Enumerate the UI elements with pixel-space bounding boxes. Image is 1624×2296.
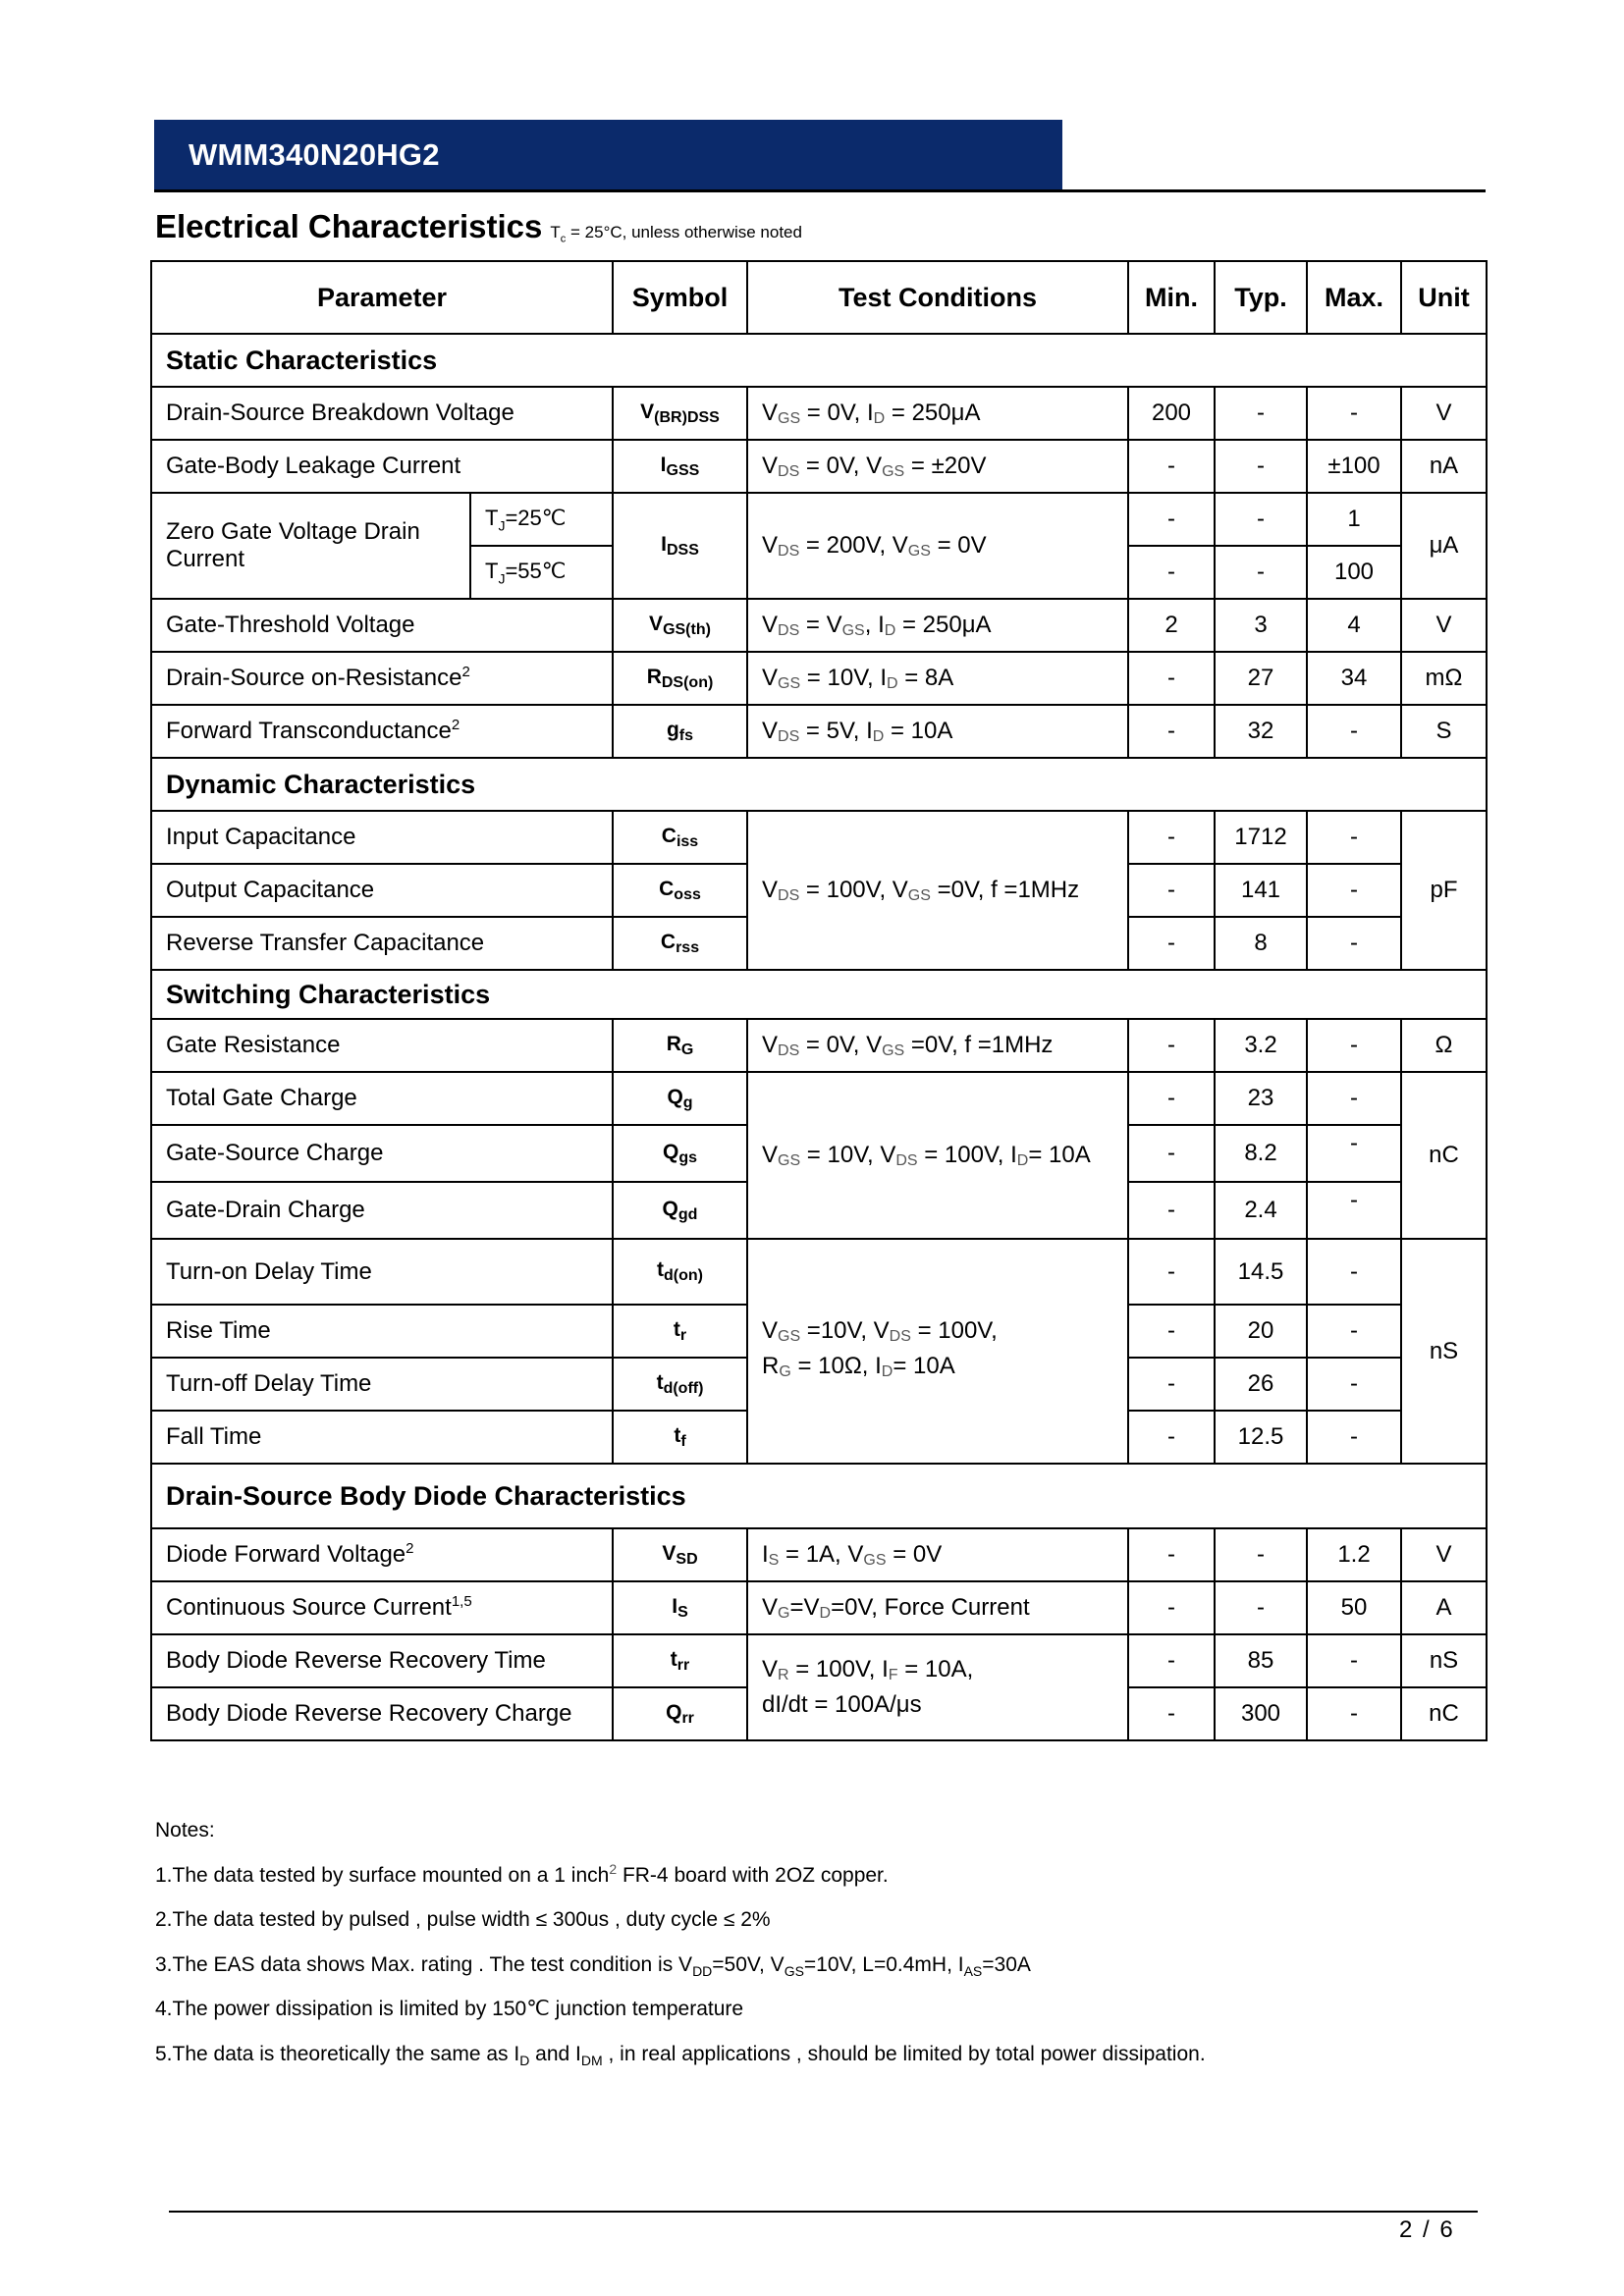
- min-cell: -: [1128, 440, 1215, 493]
- unit-cell: nA: [1401, 440, 1487, 493]
- max-cell: 50: [1307, 1581, 1401, 1634]
- param-cell: Fall Time: [151, 1411, 613, 1464]
- max-cell: -: [1307, 1125, 1401, 1182]
- unit-cell: nS: [1401, 1239, 1487, 1464]
- symbol-cell: $I_S$: [613, 1581, 747, 1634]
- min-cell: -: [1128, 811, 1215, 864]
- min-cell: -: [1128, 1411, 1215, 1464]
- section-heading: Electrical Characteristics: [155, 208, 543, 244]
- min-cell: 2: [1128, 599, 1215, 652]
- col-header-parameter: Parameter: [151, 261, 613, 334]
- condition-cell: $V_G=V_D=0V$, Force Current: [747, 1581, 1128, 1634]
- unit-cell: nS: [1401, 1634, 1487, 1687]
- typ-cell: 3: [1215, 599, 1307, 652]
- symbol-cell: $V_{GS(th)}$: [613, 599, 747, 652]
- symbol-cell: $t_{d(off)}$: [613, 1358, 747, 1411]
- max-cell: -: [1307, 1305, 1401, 1358]
- note-5: 5.The data is theoretically the same as $I_D$ and $I_{DM}$ , in real applications , should be limited by total power dissipation.: [155, 2042, 1206, 2069]
- min-cell: -: [1128, 1072, 1215, 1125]
- min-cell: -: [1128, 1182, 1215, 1239]
- symbol-cell: $I_{GSS}$: [613, 440, 747, 493]
- section-label: Drain-Source Body Diode Characteristics: [151, 1464, 1487, 1528]
- min-cell: -: [1128, 1581, 1215, 1634]
- param-cell: Turn-off Delay Time: [151, 1358, 613, 1411]
- typ-cell: 1712: [1215, 811, 1307, 864]
- typ-cell: 12.5: [1215, 1411, 1307, 1464]
- table-row: [151, 1239, 1487, 1305]
- unit-cell: V: [1401, 1528, 1487, 1581]
- param-cell: Gate-Source Charge: [151, 1125, 613, 1182]
- symbol-cell: $R_{DS(on)}$: [613, 652, 747, 705]
- min-cell: -: [1128, 493, 1215, 546]
- symbol-cell: $t_{rr}$: [613, 1634, 747, 1687]
- table-row: [151, 1072, 1487, 1125]
- max-cell: -: [1307, 1358, 1401, 1411]
- param-cell: Gate Resistance: [151, 1019, 613, 1072]
- tj-condition-cell: $T_J=25℃$: [470, 493, 613, 546]
- symbol-cell: $V_{(BR)DSS}$: [613, 387, 747, 440]
- condition-cell: $V_{DS} = 100V$, $V_{GS} =0V$, f =1MHz: [747, 811, 1128, 970]
- param-cell: Reverse Transfer Capacitance: [151, 917, 613, 970]
- tj-condition-cell: $T_J=55℃$: [470, 546, 613, 599]
- min-cell: 200: [1128, 387, 1215, 440]
- max-cell: 1.2: [1307, 1528, 1401, 1581]
- symbol-cell: $g_{fs}$: [613, 705, 747, 758]
- max-cell: 100: [1307, 546, 1401, 599]
- max-cell: 1: [1307, 493, 1401, 546]
- max-cell: 34: [1307, 652, 1401, 705]
- max-cell: -: [1307, 1239, 1401, 1305]
- max-cell: -: [1307, 811, 1401, 864]
- min-cell: -: [1128, 1687, 1215, 1740]
- param-cell: Total Gate Charge: [151, 1072, 613, 1125]
- typ-cell: -: [1215, 1528, 1307, 1581]
- typ-cell: 141: [1215, 864, 1307, 917]
- condition-cell: $V_R = 100V$, $I_F = 10A$, dI/dt = 100A/μs: [747, 1634, 1128, 1740]
- section-row-switching: [151, 970, 1487, 1019]
- min-cell: -: [1128, 705, 1215, 758]
- param-cell: Forward Transconductance$^2$: [151, 705, 613, 758]
- typ-cell: 27: [1215, 652, 1307, 705]
- typ-cell: 2.4: [1215, 1182, 1307, 1239]
- typ-cell: 14.5: [1215, 1239, 1307, 1305]
- typ-cell: 8: [1215, 917, 1307, 970]
- max-cell: -: [1307, 864, 1401, 917]
- typ-cell: 8.2: [1215, 1125, 1307, 1182]
- table-row: [151, 652, 1487, 705]
- max-cell: 4: [1307, 599, 1401, 652]
- table-row: [151, 1581, 1487, 1634]
- symbol-cell: $Q_{gs}$: [613, 1125, 747, 1182]
- footer-rule: [169, 2211, 1478, 2213]
- table-header-row: [151, 261, 1487, 334]
- param-cell: Diode Forward Voltage$^2$: [151, 1528, 613, 1581]
- condition-cell: $V_{GS} = 10V$, $V_{DS} = 100V$, $I_D= 10A$: [747, 1072, 1128, 1239]
- min-cell: -: [1128, 1528, 1215, 1581]
- header-bar: [154, 120, 1062, 190]
- section-row-diode: [151, 1464, 1487, 1528]
- max-cell: -: [1307, 917, 1401, 970]
- typ-cell: 85: [1215, 1634, 1307, 1687]
- param-cell: Drain-Source Breakdown Voltage: [151, 387, 613, 440]
- max-cell: -: [1307, 387, 1401, 440]
- condition-cell: $V_{GS} = 0V$, $I_D = 250\mu A$: [747, 387, 1128, 440]
- condition-cell: $V_{DS} = 0V$, $V_{GS} =0V$, f =1MHz: [747, 1019, 1128, 1072]
- section-row-dynamic: [151, 758, 1487, 811]
- min-cell: -: [1128, 1019, 1215, 1072]
- table-row: [151, 599, 1487, 652]
- condition-cell: $V_{DS} = 200V$, $V_{GS} = 0V$: [747, 493, 1128, 599]
- min-cell: -: [1128, 1239, 1215, 1305]
- max-cell: ±100: [1307, 440, 1401, 493]
- note-4: 4.The power dissipation is limited by 150℃ junction temperature: [155, 1998, 744, 2021]
- min-cell: -: [1128, 917, 1215, 970]
- symbol-cell: $R_G$: [613, 1019, 747, 1072]
- unit-cell: pF: [1401, 811, 1487, 970]
- section-row-static: [151, 334, 1487, 387]
- symbol-cell: $t_f$: [613, 1411, 747, 1464]
- condition-cell: $V_{DS} = 5V$, $I_D = 10A$: [747, 705, 1128, 758]
- param-cell: Input Capacitance: [151, 811, 613, 864]
- max-cell: -: [1307, 1072, 1401, 1125]
- typ-cell: 300: [1215, 1687, 1307, 1740]
- min-cell: -: [1128, 652, 1215, 705]
- symbol-cell: $t_{d(on)}$: [613, 1239, 747, 1305]
- param-cell: Output Capacitance: [151, 864, 613, 917]
- symbol-cell: $Q_g$: [613, 1072, 747, 1125]
- section-label: Switching Characteristics: [151, 970, 1487, 1019]
- symbol-cell: $C_{iss}$: [613, 811, 747, 864]
- symbol-cell: $C_{oss}$: [613, 864, 747, 917]
- document-title: WMM340N20HG2: [189, 137, 440, 172]
- min-cell: -: [1128, 1125, 1215, 1182]
- notes-block: [155, 1808, 1206, 2077]
- header-rule: [154, 189, 1486, 192]
- col-header-typ: Typ.: [1215, 261, 1307, 334]
- param-cell: Body Diode Reverse Recovery Charge: [151, 1687, 613, 1740]
- unit-cell: V: [1401, 387, 1487, 440]
- symbol-cell: $C_{rss}$: [613, 917, 747, 970]
- param-cell: Gate-Drain Charge: [151, 1182, 613, 1239]
- param-cell: Continuous Source Current$^{1,5}$: [151, 1581, 613, 1634]
- section-title: [155, 208, 802, 245]
- unit-cell: A: [1401, 1581, 1487, 1634]
- max-cell: -: [1307, 1687, 1401, 1740]
- param-cell: Drain-Source on-Resistance$^2$: [151, 652, 613, 705]
- unit-cell: S: [1401, 705, 1487, 758]
- section-label: Static Characteristics: [151, 334, 1487, 387]
- condition-cell: $V_{DS} = 0V$, $V_{GS} = \pm 20V$: [747, 440, 1128, 493]
- max-cell: -: [1307, 1634, 1401, 1687]
- symbol-cell: $I_{DSS}$: [613, 493, 747, 599]
- typ-cell: -: [1215, 440, 1307, 493]
- typ-cell: -: [1215, 546, 1307, 599]
- table-row: [151, 1019, 1487, 1072]
- typ-cell: -: [1215, 1581, 1307, 1634]
- typ-cell: 23: [1215, 1072, 1307, 1125]
- note-1: 1.The data tested by surface mounted on a 1 inch$^2$ FR-4 board with 2OZ copper.: [155, 1860, 889, 1887]
- table-row: [151, 440, 1487, 493]
- param-cell: Zero Gate Voltage Drain Current: [151, 493, 470, 599]
- min-cell: -: [1128, 1634, 1215, 1687]
- symbol-cell: $Q_{rr}$: [613, 1687, 747, 1740]
- typ-cell: 3.2: [1215, 1019, 1307, 1072]
- table-row: [151, 1528, 1487, 1581]
- typ-cell: -: [1215, 387, 1307, 440]
- min-cell: -: [1128, 1305, 1215, 1358]
- condition-cell: $I_S = 1A$, $V_{GS} = 0V$: [747, 1528, 1128, 1581]
- max-cell: -: [1307, 1411, 1401, 1464]
- param-cell: Body Diode Reverse Recovery Time: [151, 1634, 613, 1687]
- min-cell: -: [1128, 864, 1215, 917]
- symbol-cell: $t_r$: [613, 1305, 747, 1358]
- condition-cell: $V_{GS} = 10V$, $I_D = 8A$: [747, 652, 1128, 705]
- param-cell: Turn-on Delay Time: [151, 1239, 613, 1305]
- param-cell: Rise Time: [151, 1305, 613, 1358]
- max-cell: -: [1307, 1019, 1401, 1072]
- min-cell: -: [1128, 1358, 1215, 1411]
- max-cell: -: [1307, 1182, 1401, 1239]
- unit-cell: Ω: [1401, 1019, 1487, 1072]
- col-header-unit: Unit: [1401, 261, 1487, 334]
- section-label: Dynamic Characteristics: [151, 758, 1487, 811]
- condition-cell: $V_{DS} = V_{GS}$, $I_D = 250\mu A$: [747, 599, 1128, 652]
- symbol-cell: $V_{SD}$: [613, 1528, 747, 1581]
- note-2: 2.The data tested by pulsed , pulse width ≤ 300us , duty cycle ≤ 2%: [155, 1908, 771, 1932]
- section-note: $T_c = 25^\circ C$, unless otherwise noted: [550, 223, 802, 245]
- col-header-max: Max.: [1307, 261, 1401, 334]
- page-number: 2 / 6: [1399, 2216, 1455, 2243]
- note-3: 3.The EAS data shows Max. rating . The test condition is $V_{DD}=50V$, $V_{GS}=10V$, L=0.4mH, $I_{AS}=30A$: [155, 1952, 1031, 1979]
- table-row: [151, 387, 1487, 440]
- typ-cell: 32: [1215, 705, 1307, 758]
- unit-cell: V: [1401, 599, 1487, 652]
- param-cell: Gate-Threshold Voltage: [151, 599, 613, 652]
- unit-cell: mΩ: [1401, 652, 1487, 705]
- typ-cell: 20: [1215, 1305, 1307, 1358]
- col-header-min: Min.: [1128, 261, 1215, 334]
- unit-cell: μA: [1401, 493, 1487, 599]
- unit-cell: nC: [1401, 1687, 1487, 1740]
- table-row: [151, 811, 1487, 864]
- min-cell: -: [1128, 546, 1215, 599]
- table-row: [151, 493, 1487, 546]
- notes-title: Notes:: [155, 1819, 215, 1842]
- col-header-symbol: Symbol: [613, 261, 747, 334]
- max-cell: -: [1307, 705, 1401, 758]
- table-row: [151, 705, 1487, 758]
- col-header-test-conditions: Test Conditions: [747, 261, 1128, 334]
- param-cell: Gate-Body Leakage Current: [151, 440, 613, 493]
- typ-cell: -: [1215, 493, 1307, 546]
- symbol-cell: $Q_{gd}$: [613, 1182, 747, 1239]
- electrical-characteristics-table: [150, 260, 1488, 1741]
- typ-cell: 26: [1215, 1358, 1307, 1411]
- condition-cell: $V_{GS} =10V$, $V_{DS} = 100V$, $R_G = 10\Omega$, $I_D= 10A$: [747, 1239, 1128, 1464]
- unit-cell: nC: [1401, 1072, 1487, 1239]
- table-row: [151, 1634, 1487, 1687]
